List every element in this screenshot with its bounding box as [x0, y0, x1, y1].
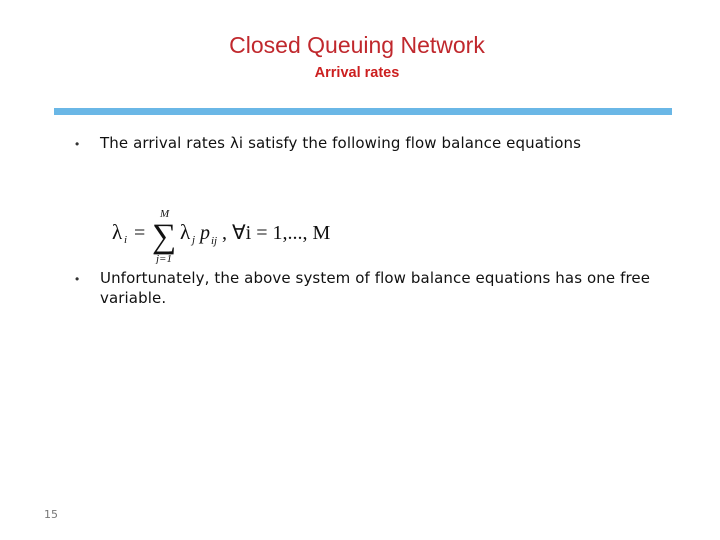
eq-sum-upper: M: [160, 208, 170, 220]
bullet-text-2: Unfortunately, the above system of flow balance equations has one free variable.: [100, 269, 651, 307]
eq-lambda-i: λ: [112, 220, 123, 244]
eq-lambda-j: λ: [180, 220, 191, 244]
eq-sum-lower: j=1: [156, 253, 172, 264]
eq-sum: ∑: [152, 218, 177, 255]
flow-balance-equation: [110, 204, 350, 264]
eq-equals: =: [134, 222, 146, 244]
bullet-marker-2: •: [75, 272, 80, 286]
eq-p-sub: ij: [211, 235, 218, 247]
eq-lambda-i-sub: i: [124, 234, 128, 246]
slide-title: Closed Queuing Network: [229, 32, 485, 58]
eq-lambda-j-sub: j: [192, 234, 196, 246]
eq-p: p: [200, 222, 210, 244]
bullet-marker-1: •: [75, 137, 80, 151]
eq-condition: , ∀i = 1,..., M: [222, 222, 331, 244]
bullet-text-1: The arrival rates λi satisfy the following flow balance equations: [100, 134, 582, 152]
slide-number: 15: [44, 508, 58, 521]
title-divider: [54, 108, 672, 115]
slide-subtitle: Arrival rates: [314, 65, 400, 81]
